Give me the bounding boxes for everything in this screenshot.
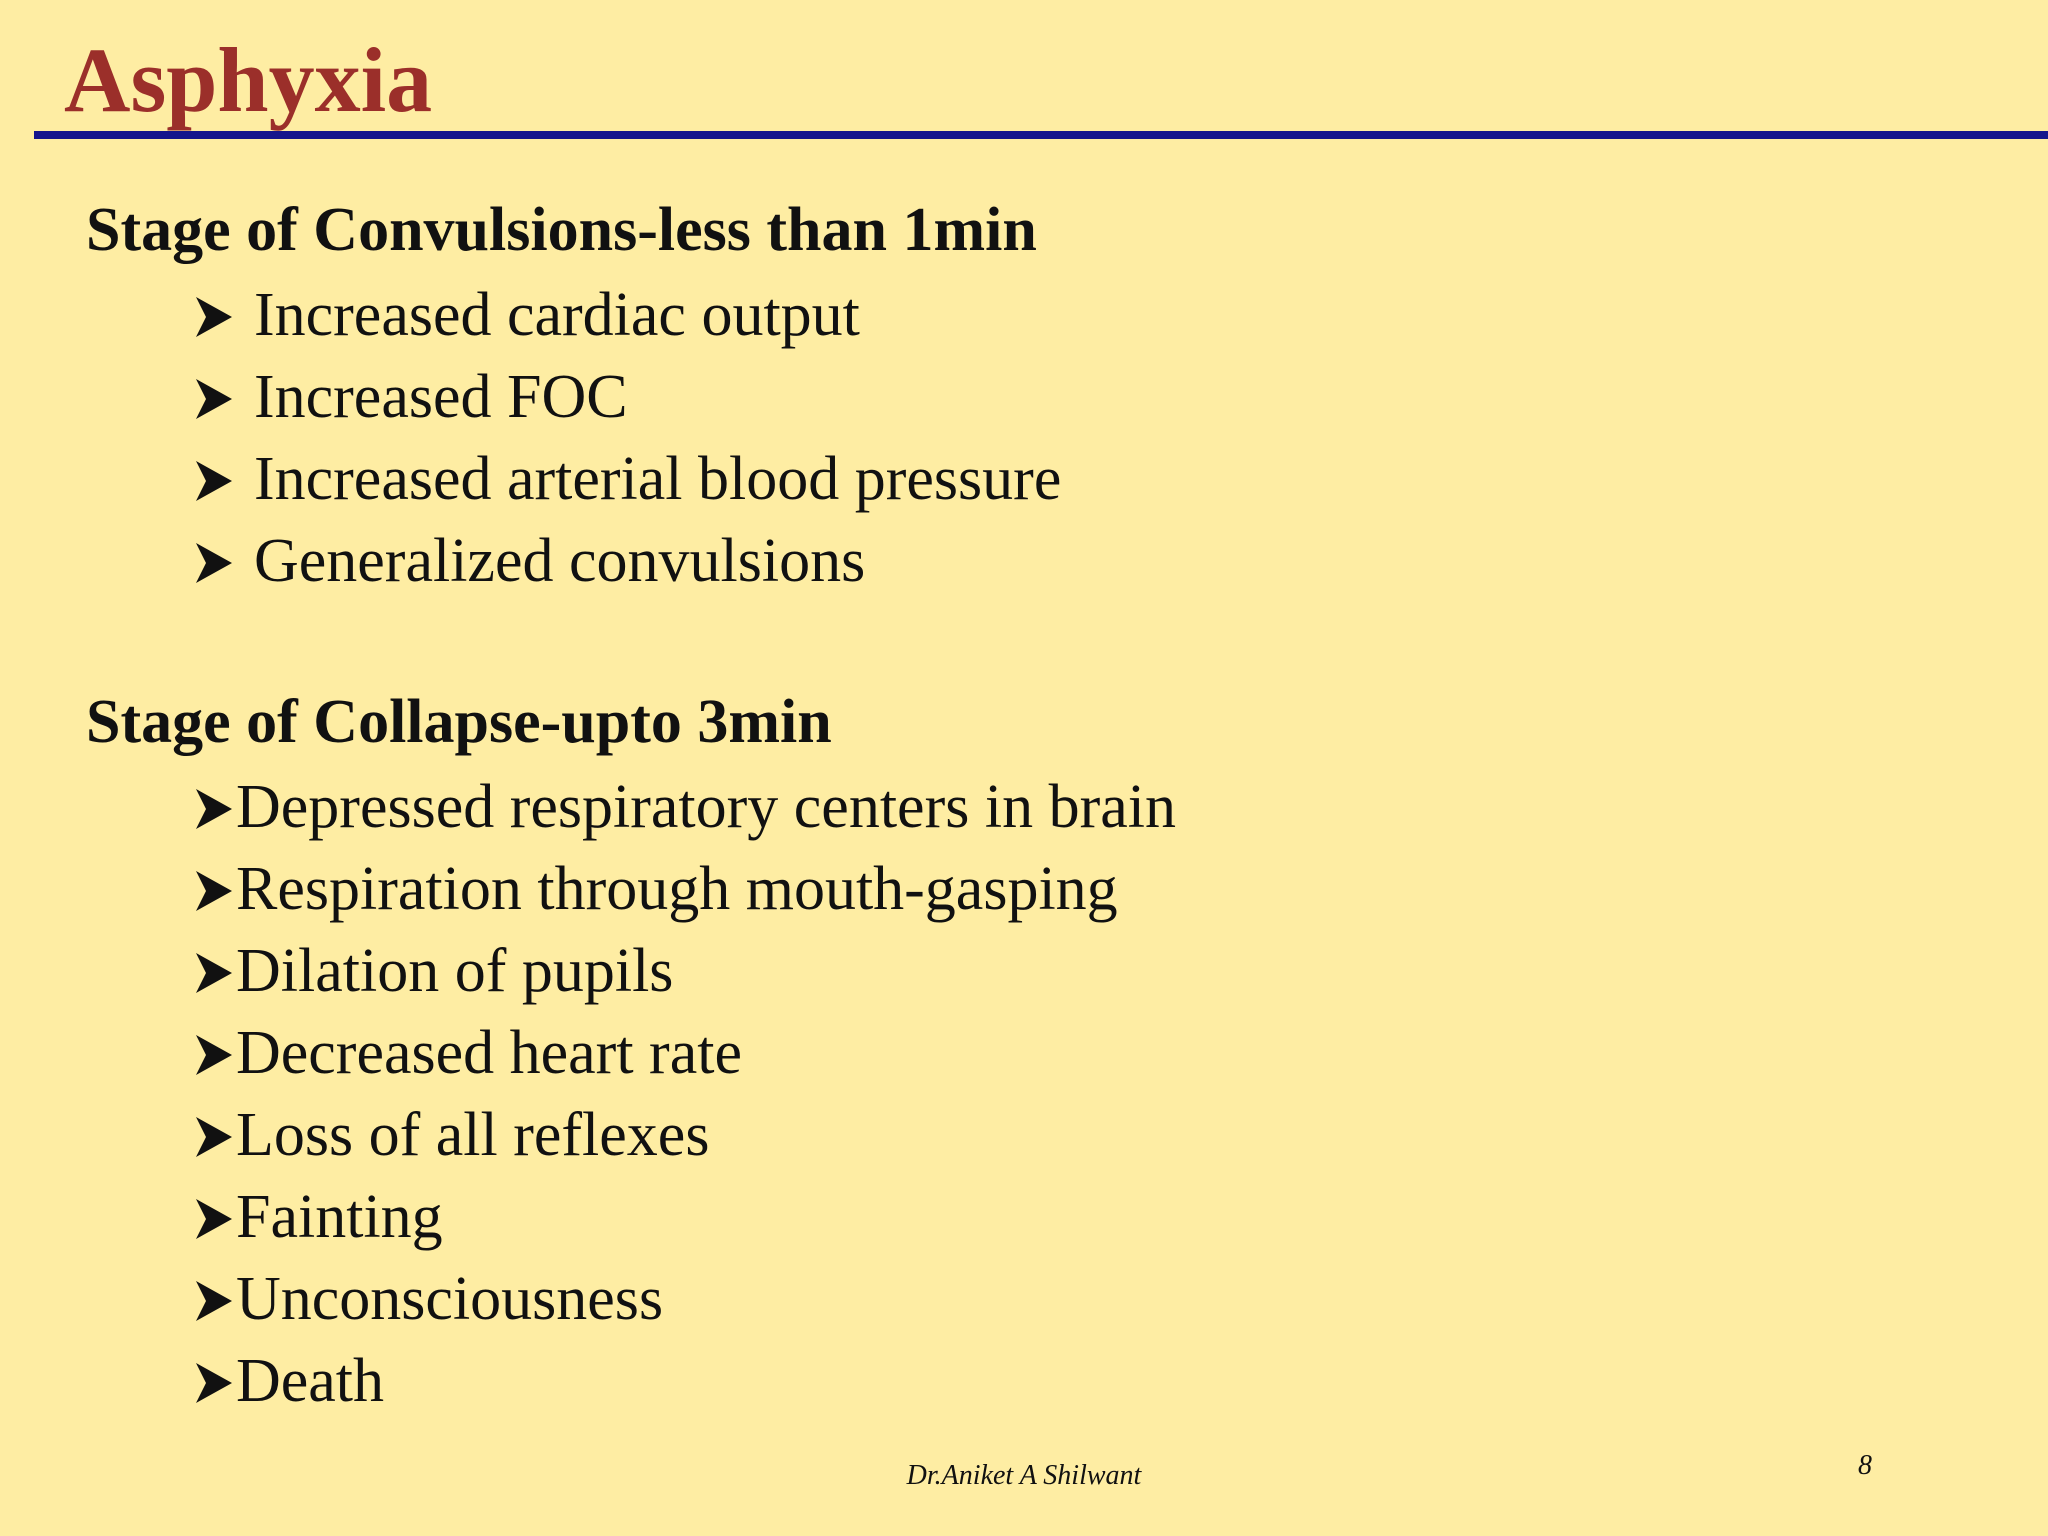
arrowhead-bullet-icon xyxy=(192,1115,236,1159)
collapse-list xyxy=(192,766,1176,1422)
list-item-text: Increased cardiac output xyxy=(254,281,860,349)
list-item-text: Depressed respiratory centers in brain xyxy=(236,773,1176,841)
list-item xyxy=(192,1012,1176,1094)
list-item-text: Increased FOC xyxy=(254,363,628,431)
list-item xyxy=(192,1340,1176,1422)
convulsions-list xyxy=(192,274,1061,602)
footer-author: Dr.Aniket A Shilwant xyxy=(906,1460,1142,1491)
list-item-text: Respiration through mouth-gasping xyxy=(236,855,1118,923)
list-item-text: Death xyxy=(236,1347,385,1415)
arrowhead-bullet-icon xyxy=(192,377,236,421)
slide-title: Asphyxia xyxy=(64,29,433,131)
list-item xyxy=(192,1176,1176,1258)
list-item-text: Fainting xyxy=(236,1183,443,1251)
arrowhead-bullet-icon xyxy=(192,295,236,339)
arrowhead-bullet-icon xyxy=(192,869,236,913)
list-item xyxy=(192,438,1061,520)
section-heading-convulsions: Stage of Convulsions-less than 1min xyxy=(86,196,1037,264)
arrowhead-bullet-icon xyxy=(192,459,236,503)
title-underline xyxy=(34,131,2048,139)
arrowhead-bullet-icon xyxy=(192,1361,236,1405)
arrowhead-bullet-icon xyxy=(192,1033,236,1077)
list-item xyxy=(192,848,1176,930)
list-item-text: Generalized convulsions xyxy=(254,527,866,595)
list-item-text: Increased arterial blood pressure xyxy=(254,445,1062,513)
list-item xyxy=(192,274,1061,356)
list-item xyxy=(192,520,1061,602)
list-item-text: Decreased heart rate xyxy=(236,1019,742,1087)
section-heading-collapse: Stage of Collapse-upto 3min xyxy=(86,688,832,756)
slide-number: 8 xyxy=(1858,1450,1872,1481)
list-item-text: Dilation of pupils xyxy=(236,937,674,1005)
list-item xyxy=(192,766,1176,848)
arrowhead-bullet-icon xyxy=(192,541,236,585)
list-item xyxy=(192,930,1176,1012)
arrowhead-bullet-icon xyxy=(192,1279,236,1323)
list-item-text: Unconsciousness xyxy=(236,1265,664,1333)
list-item xyxy=(192,1094,1176,1176)
list-item-text: Loss of all reflexes xyxy=(236,1101,710,1169)
arrowhead-bullet-icon xyxy=(192,787,236,831)
list-item xyxy=(192,1258,1176,1340)
list-item xyxy=(192,356,1061,438)
arrowhead-bullet-icon xyxy=(192,951,236,995)
arrowhead-bullet-icon xyxy=(192,1197,236,1241)
